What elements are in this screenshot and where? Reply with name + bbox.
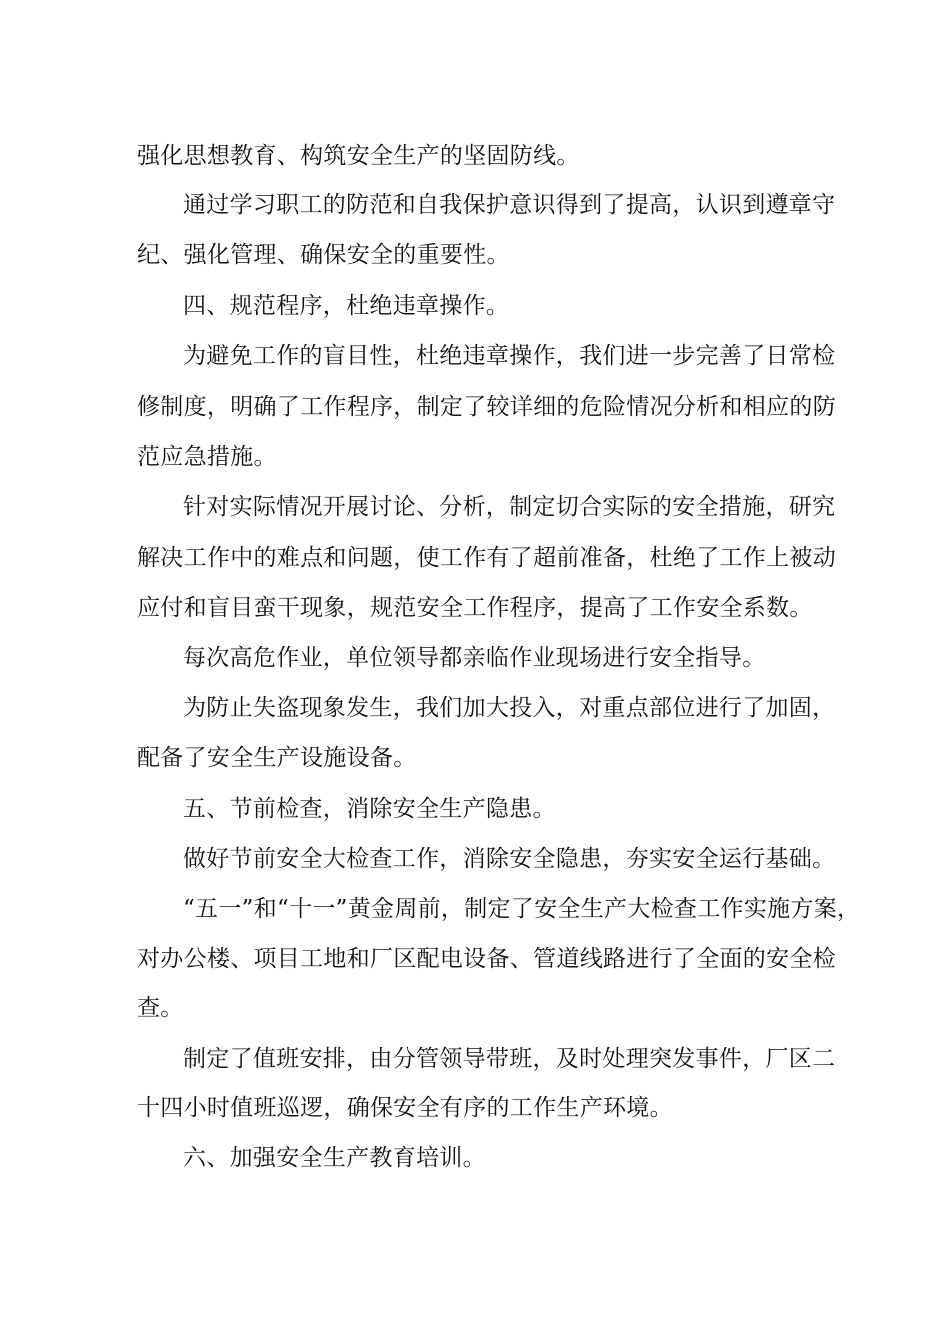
section-heading: 六、加强安全生产教育培训。 <box>183 1145 486 1171</box>
text-line: 针对实际情况开展讨论、分析，制定切合实际的安全措施，研究 <box>183 494 836 520</box>
text-line: 配备了安全生产设施设备。 <box>137 745 417 771</box>
text-line: 纪、强化管理、确保安全的重要性。 <box>137 242 510 268</box>
text-line: 每次高危作业，单位领导都亲临作业现场进行安全指导。 <box>183 645 766 671</box>
text-line: “五一”和“十一”黄金周前，制定了安全生产大检查工作实施方案， <box>183 896 861 922</box>
text-line: 修制度，明确了工作程序，制定了较详细的危险情况分析和相应的防 <box>137 394 836 420</box>
text-line: 应付和盲目蛮干现象，规范安全工作程序，提高了工作安全系数。 <box>137 595 813 621</box>
text-line: 十四小时值班巡逻，确保安全有序的工作生产环境。 <box>137 1095 673 1121</box>
text-line: 查。 <box>137 995 184 1021</box>
text-line: 对办公楼、项目工地和厂区配电设备、管道线路进行了全面的安全检 <box>137 946 836 972</box>
text-line: 范应急措施。 <box>137 444 277 470</box>
text-line: 通过学习职工的防范和自我保护意识得到了提高，认识到遵章守 <box>183 192 836 218</box>
text-line: 解决工作中的难点和问题，使工作有了超前准备，杜绝了工作上被动 <box>137 545 836 571</box>
section-heading: 四、规范程序，杜绝违章操作。 <box>183 293 510 319</box>
text-line: 制定了值班安排，由分管领导带班，及时处理突发事件，厂区二 <box>183 1046 836 1072</box>
section-heading: 五、节前检查，消除安全生产隐患。 <box>183 796 556 822</box>
text-line: 做好节前安全大检查工作，消除安全隐患，夯实安全运行基础。 <box>183 846 836 872</box>
text-line: 为防止失盗现象发生，我们加大投入，对重点部位进行了加固， <box>183 695 836 721</box>
text-line: 强化思想教育、构筑安全生产的坚固防线。 <box>137 143 580 169</box>
text-line: 为避免工作的盲目性，杜绝违章操作，我们进一步完善了日常检 <box>183 343 836 369</box>
